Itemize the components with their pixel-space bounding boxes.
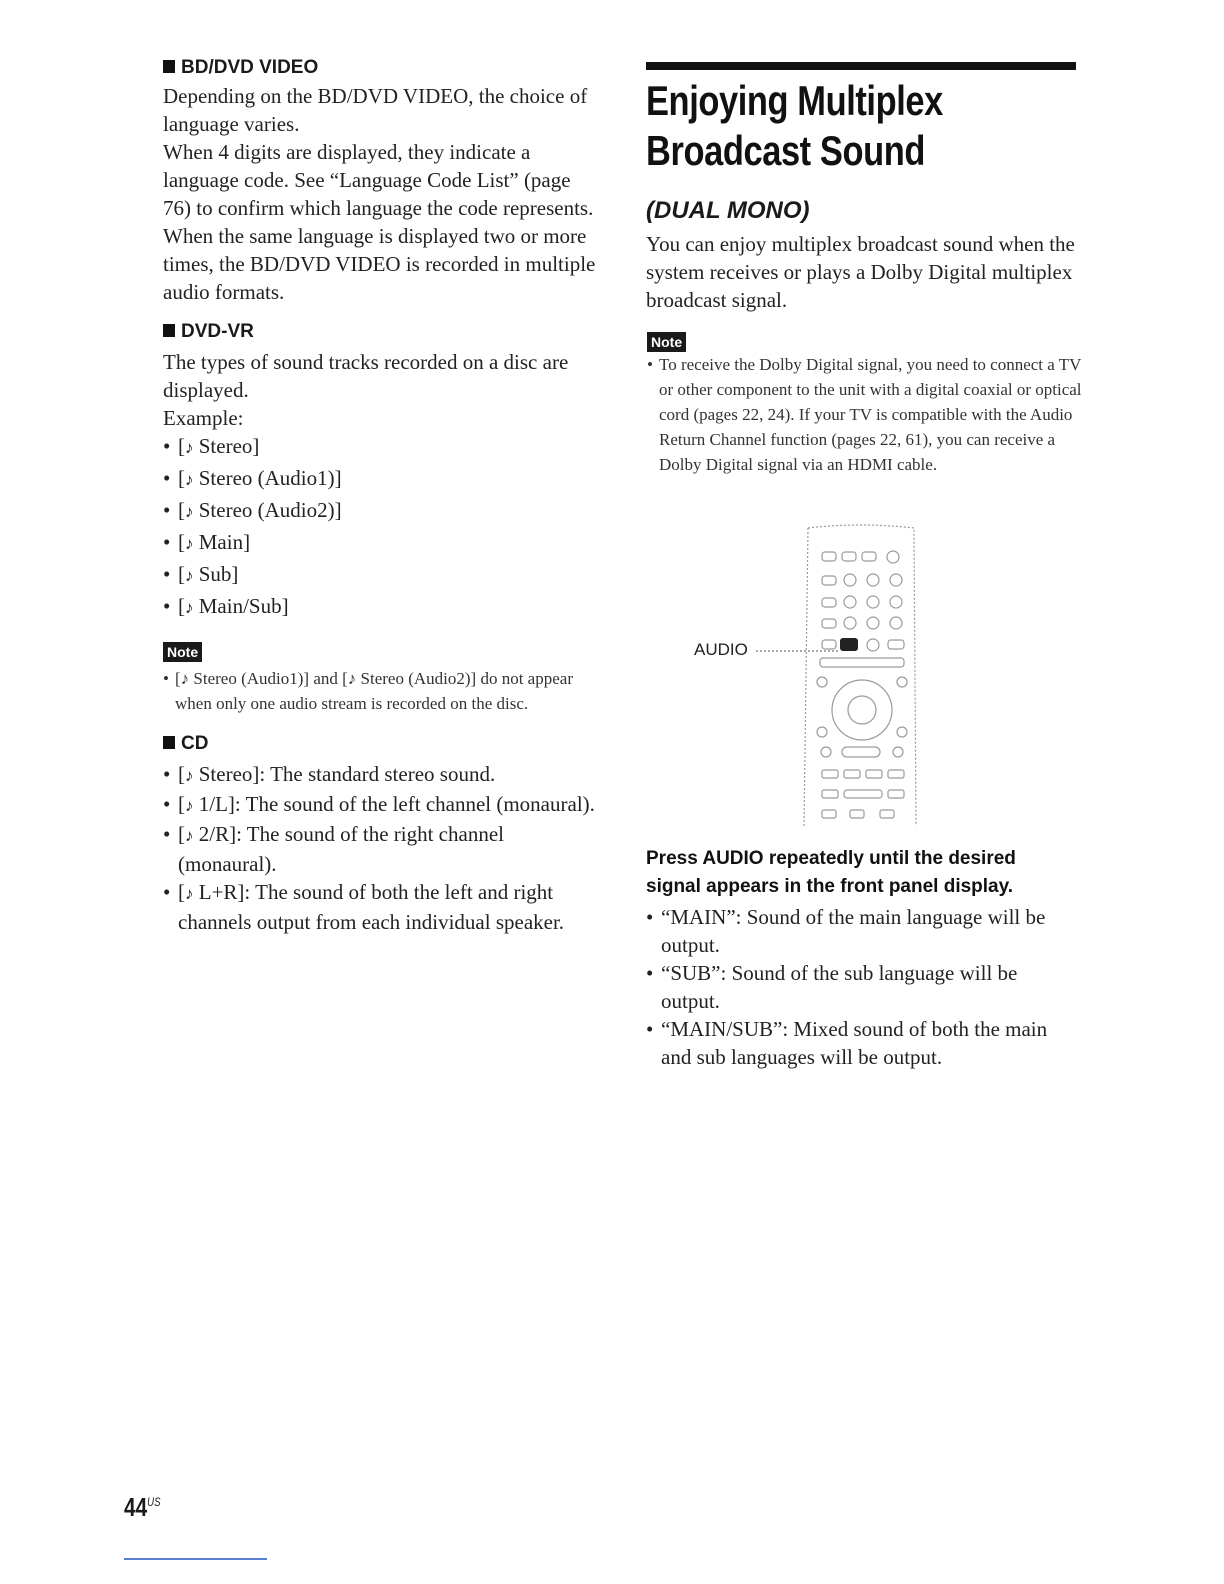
remote-button <box>890 574 902 586</box>
note-block-left <box>163 642 603 716</box>
music-note-icon: ♪ <box>185 796 194 815</box>
music-note-icon: ♪ <box>180 669 190 688</box>
note-text: • [♪ Stereo (Audio1)] and [♪ Stereo (Audio2)] do not appear when only one audio stream is recorded on the disc. <box>163 669 573 713</box>
remote-button <box>844 770 860 778</box>
remote-button <box>890 596 902 608</box>
music-note-icon: ♪ <box>185 438 194 457</box>
remote-control-illustration <box>690 520 930 830</box>
bd-dvd-paragraph-2: When 4 digits are displayed, they indicate a language code. See “Language Code List” (page 76) to confirm which language the code represents. When the same language is displayed two or more times, the BD/DVD VIDEO is recorded in multiple audio formats. <box>163 140 596 304</box>
note-badge: Note <box>163 642 202 662</box>
remote-button <box>862 552 876 561</box>
list-item: • [♪ L+R]: The sound of both the left and right channels output from each individual speaker. <box>163 880 565 934</box>
list-item: • “MAIN/SUB”: Mixed sound of both the main and sub languages will be output. <box>646 1017 1048 1069</box>
list-item: • [♪ Stereo] <box>163 434 260 458</box>
remote-button <box>822 770 838 778</box>
list-item: • [♪ 2/R]: The sound of the right channel (monaural). <box>163 822 504 876</box>
remote-button <box>842 552 856 561</box>
remote-button <box>890 617 902 629</box>
remote-button-strip <box>820 658 904 667</box>
remote-button <box>887 551 899 563</box>
title-rule <box>646 62 1076 70</box>
remote-button <box>866 770 882 778</box>
remote-button <box>880 810 894 818</box>
remote-button <box>822 576 836 585</box>
intro-paragraph: You can enjoy multiplex broadcast sound when the system receives or plays a Dolby Digital multiplex broadcast signal. <box>646 232 1075 312</box>
music-note-icon: ♪ <box>185 534 194 553</box>
music-note-icon: ♪ <box>347 669 357 688</box>
audio-button-highlight <box>840 638 858 651</box>
bd-dvd-paragraph-1: Depending on the BD/DVD VIDEO, the choice of language varies. <box>163 84 588 136</box>
page-title: Enjoying Multiplex Broadcast Sound <box>646 77 943 174</box>
remote-button <box>850 810 864 818</box>
dvd-vr-list <box>163 432 603 622</box>
remote-button <box>867 639 879 651</box>
remote-dpad-center <box>848 696 876 724</box>
footer-rule <box>124 1558 267 1560</box>
remote-button <box>844 596 856 608</box>
music-note-icon: ♪ <box>185 502 194 521</box>
remote-button <box>822 640 836 649</box>
remote-button <box>822 552 836 561</box>
list-item: • “SUB”: Sound of the sub language will be output. <box>646 961 1018 1013</box>
music-note-icon: ♪ <box>185 470 194 489</box>
page-number: $44^{US}$ <box>124 1492 161 1522</box>
remote-button <box>888 770 904 778</box>
music-note-icon: ♪ <box>185 884 194 903</box>
remote-button <box>822 598 836 607</box>
music-note-icon: ♪ <box>185 598 194 617</box>
remote-button <box>888 790 904 798</box>
remote-button <box>897 727 907 737</box>
music-note-icon: ♪ <box>185 766 194 785</box>
remote-outline <box>804 525 916 826</box>
remote-button <box>844 617 856 629</box>
remote-button <box>867 596 879 608</box>
remote-button <box>844 790 882 798</box>
note-text: • To receive the Dolby Digital signal, you need to connect a TV or other component to the unit with a digital coaxial or optical cord (pages 22, 24). If your TV is compatible with the Audio Return Channel function (pages 22, 61), you can receive a Dolby Digital signal via an HDMI cable. <box>647 355 1082 474</box>
left-column <box>163 56 603 936</box>
remote-button <box>888 640 904 649</box>
remote-button <box>897 677 907 687</box>
page-subtitle: (DUAL MONO) <box>646 197 810 224</box>
list-item: • [♪ Stereo]: The standard stereo sound. <box>163 762 496 786</box>
remote-button <box>867 617 879 629</box>
remote-button <box>822 790 838 798</box>
remote-button <box>822 619 836 628</box>
section-heading-cd: CD <box>163 732 603 756</box>
remote-button <box>844 574 856 586</box>
remote-button <box>821 747 831 757</box>
section-heading-bd-dvd: BD/DVD VIDEO <box>163 56 603 80</box>
list-item: • [♪ Main] <box>163 530 251 554</box>
remote-button <box>842 747 880 757</box>
example-label: Example: <box>163 406 244 430</box>
dvd-vr-paragraph: The types of sound tracks recorded on a disc are displayed. <box>163 350 569 402</box>
music-note-icon: ♪ <box>185 826 194 845</box>
section-heading-dvd-vr: DVD-VR <box>163 320 603 344</box>
instruction-step: Press AUDIO repeatedly until the desired signal appears in the front panel display. <box>646 848 1016 897</box>
list-item: • [♪ Stereo (Audio1)] <box>163 466 342 490</box>
remote-button <box>822 810 836 818</box>
square-bullet-icon <box>163 324 175 337</box>
remote-button <box>817 727 827 737</box>
list-item: • [♪ Stereo (Audio2)] <box>163 498 342 522</box>
results-list <box>646 903 1076 1071</box>
note-badge: Note <box>647 332 686 352</box>
list-item: • [♪ Sub] <box>163 562 239 586</box>
cd-list <box>163 760 603 936</box>
list-item: • [♪ 1/L]: The sound of the left channel (monaural). <box>163 792 595 816</box>
remote-button <box>867 574 879 586</box>
remote-dpad <box>832 680 892 740</box>
music-note-icon: ♪ <box>185 566 194 585</box>
audio-callout-label: AUDIO <box>694 640 748 659</box>
square-bullet-icon <box>163 736 175 749</box>
list-item: • “MAIN”: Sound of the main language will be output. <box>646 905 1046 957</box>
remote-button <box>893 747 903 757</box>
list-item: • [♪ Main/Sub] <box>163 594 289 618</box>
remote-button <box>817 677 827 687</box>
square-bullet-icon <box>163 60 175 73</box>
